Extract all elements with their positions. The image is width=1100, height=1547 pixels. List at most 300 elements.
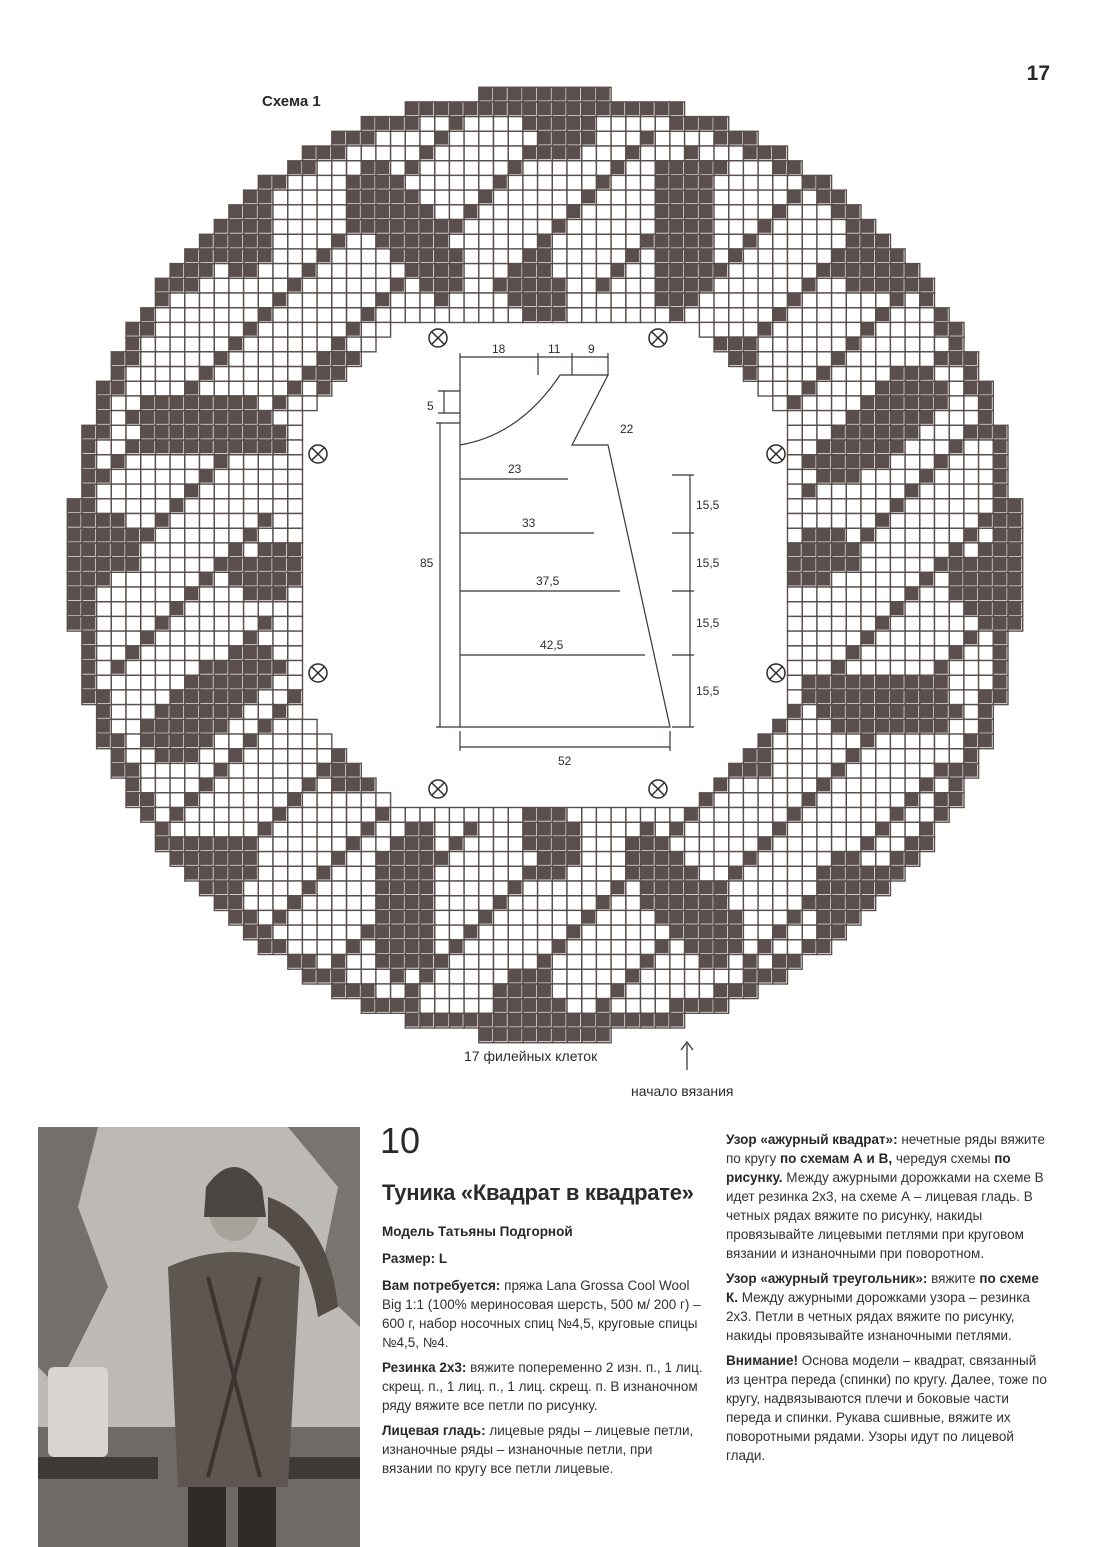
chart-cell xyxy=(538,234,551,247)
chart-cell xyxy=(258,940,271,953)
chart-cell xyxy=(435,234,448,247)
chart-cell xyxy=(435,955,448,968)
chart-cell xyxy=(641,278,654,291)
chart-cell xyxy=(949,411,962,424)
chart-cell xyxy=(317,925,330,938)
chart-cell xyxy=(302,278,315,291)
chart-cell xyxy=(347,322,360,335)
chart-cell xyxy=(582,822,595,835)
chart-cell xyxy=(611,175,624,188)
chart-cell xyxy=(538,999,551,1012)
chart-cell xyxy=(890,337,903,350)
chart-cell xyxy=(479,161,492,174)
chart-cell xyxy=(273,705,286,718)
chart-cell xyxy=(347,249,360,262)
chart-cell xyxy=(611,190,624,203)
chart-cell xyxy=(376,117,389,130)
chart-cell xyxy=(979,705,992,718)
chart-cell xyxy=(935,675,948,688)
chart-cell xyxy=(714,278,727,291)
chart-cell xyxy=(82,572,95,585)
chart-cell xyxy=(244,308,257,321)
chart-cell xyxy=(699,205,712,218)
chart-cell xyxy=(567,910,580,923)
chart-cell xyxy=(861,690,874,703)
chart-cell xyxy=(949,602,962,615)
chart-cell xyxy=(449,220,462,233)
chart-cell xyxy=(126,514,139,527)
chart-cell xyxy=(67,499,80,512)
chart-cell xyxy=(155,352,168,365)
chart-cell xyxy=(332,264,345,277)
chart-cell xyxy=(508,293,521,306)
chart-cell xyxy=(214,602,227,615)
chart-cell xyxy=(949,425,962,438)
chart-cell xyxy=(361,278,374,291)
chart-cell xyxy=(832,308,845,321)
chart-cell xyxy=(626,308,639,321)
chart-cell xyxy=(288,705,301,718)
chart-cell xyxy=(670,1013,683,1026)
chart-cell xyxy=(582,161,595,174)
chart-cell xyxy=(420,984,433,997)
chart-cell xyxy=(126,381,139,394)
chart-cells xyxy=(67,87,1022,1042)
chart-cell xyxy=(699,955,712,968)
chart-cell xyxy=(538,984,551,997)
chart-cell xyxy=(670,866,683,879)
chart-cell xyxy=(670,940,683,953)
chart-cell xyxy=(185,690,198,703)
chart-cell xyxy=(435,999,448,1012)
chart-cell xyxy=(170,381,183,394)
chart-cell xyxy=(376,808,389,821)
chart-cell xyxy=(876,646,889,659)
chart-cell xyxy=(229,499,242,512)
chart-cell xyxy=(964,425,977,438)
chart-cell xyxy=(641,117,654,130)
chart-cell xyxy=(155,734,168,747)
chart-cell xyxy=(655,896,668,909)
chart-cell xyxy=(449,808,462,821)
chart-cell xyxy=(361,234,374,247)
chart-cell xyxy=(347,808,360,821)
chart-cell xyxy=(758,822,771,835)
chart-cell xyxy=(82,631,95,644)
chart-cell xyxy=(920,572,933,585)
chart-cell xyxy=(773,837,786,850)
chart-cell xyxy=(788,763,801,776)
chart-cell xyxy=(949,763,962,776)
chart-cell xyxy=(773,822,786,835)
chart-cell xyxy=(773,264,786,277)
chart-cell xyxy=(479,278,492,291)
chart-cell xyxy=(391,910,404,923)
chart-cell xyxy=(743,131,756,144)
chart-cell xyxy=(185,484,198,497)
chart-cell xyxy=(788,175,801,188)
chart-cell xyxy=(920,396,933,409)
chart-cell xyxy=(347,190,360,203)
chart-cell xyxy=(949,631,962,644)
chart-cell xyxy=(508,308,521,321)
chart-cell xyxy=(494,293,507,306)
chart-cell xyxy=(523,1028,536,1041)
chart-cell xyxy=(817,705,830,718)
chart-cell xyxy=(876,734,889,747)
chart-cell xyxy=(714,308,727,321)
start-arrow-icon xyxy=(679,1040,695,1070)
chart-cell xyxy=(920,293,933,306)
chart-cell xyxy=(641,925,654,938)
chart-cell xyxy=(714,117,727,130)
chart-cell xyxy=(464,117,477,130)
chart-cell xyxy=(435,1013,448,1026)
chart-cell xyxy=(1008,528,1021,541)
chart-cell xyxy=(302,205,315,218)
chart-cell xyxy=(332,749,345,762)
chart-cell xyxy=(876,602,889,615)
chart-cell xyxy=(817,572,830,585)
chart-cell xyxy=(508,984,521,997)
chart-cell xyxy=(111,602,124,615)
chart-cell xyxy=(258,352,271,365)
chart-cell xyxy=(244,793,257,806)
chart-cell xyxy=(494,822,507,835)
chart-cell xyxy=(97,484,110,497)
chart-cell xyxy=(846,514,859,527)
chart-cell xyxy=(288,425,301,438)
chart-cell xyxy=(200,631,213,644)
chart-cell xyxy=(655,190,668,203)
chart-cell xyxy=(582,264,595,277)
chart-cell xyxy=(449,278,462,291)
chart-cell xyxy=(479,969,492,982)
chart-cell xyxy=(890,778,903,791)
chart-cell xyxy=(435,808,448,821)
chart-cell xyxy=(641,808,654,821)
chart-cell xyxy=(876,719,889,732)
chart-cell xyxy=(832,440,845,453)
chart-cell xyxy=(993,572,1006,585)
chart-cell xyxy=(288,220,301,233)
chart-cell xyxy=(758,264,771,277)
chart-cell xyxy=(567,822,580,835)
chart-cell xyxy=(582,969,595,982)
chart-cell xyxy=(155,425,168,438)
chart-cell xyxy=(641,881,654,894)
chart-cell xyxy=(508,1013,521,1026)
chart-cell xyxy=(905,293,918,306)
chart-cell xyxy=(494,131,507,144)
chart-cell xyxy=(82,484,95,497)
chart-cell xyxy=(861,808,874,821)
chart-cell xyxy=(890,469,903,482)
chart-cell xyxy=(861,528,874,541)
chart-cell xyxy=(596,87,609,100)
chart-cell xyxy=(244,469,257,482)
chart-cell xyxy=(494,984,507,997)
chart-cell xyxy=(479,220,492,233)
chart-cell xyxy=(817,499,830,512)
chart-cell xyxy=(126,675,139,688)
chart-cell xyxy=(273,837,286,850)
chart-cell xyxy=(876,705,889,718)
chart-cell xyxy=(817,616,830,629)
chart-cell xyxy=(758,808,771,821)
chart-cell xyxy=(876,455,889,468)
chart-cell xyxy=(229,896,242,909)
chart-cell xyxy=(582,234,595,247)
chart-cell xyxy=(714,146,727,159)
chart-cell xyxy=(332,910,345,923)
chart-cell xyxy=(464,822,477,835)
chart-cell xyxy=(699,249,712,262)
chart-cell xyxy=(876,411,889,424)
chart-cell xyxy=(494,837,507,850)
chart-cell xyxy=(420,278,433,291)
chart-cell xyxy=(685,234,698,247)
chart-cell xyxy=(155,367,168,380)
chart-cell xyxy=(920,367,933,380)
chart-cell xyxy=(200,661,213,674)
chart-cell xyxy=(200,793,213,806)
chart-cell xyxy=(244,763,257,776)
chart-cell xyxy=(508,87,521,100)
chart-cell xyxy=(435,131,448,144)
chart-cell xyxy=(876,322,889,335)
chart-cell xyxy=(170,822,183,835)
chart-cell xyxy=(332,175,345,188)
chart-cell xyxy=(611,278,624,291)
chart-cell xyxy=(288,322,301,335)
chart-cell xyxy=(332,808,345,821)
chart-cell xyxy=(758,852,771,865)
chart-cell xyxy=(347,146,360,159)
chart-cell xyxy=(611,131,624,144)
chart-cell xyxy=(552,175,565,188)
chart-cell xyxy=(170,616,183,629)
chart-cell xyxy=(596,278,609,291)
chart-cell xyxy=(802,411,815,424)
chart-cell xyxy=(596,896,609,909)
chart-cell xyxy=(846,425,859,438)
chart-cell xyxy=(449,969,462,982)
chart-cell xyxy=(655,969,668,982)
article-number: 10 xyxy=(380,1120,421,1161)
chart-cell xyxy=(655,175,668,188)
chart-cell xyxy=(788,514,801,527)
chart-cell xyxy=(817,469,830,482)
chart-cell xyxy=(861,514,874,527)
chart-cell xyxy=(699,220,712,233)
chart-cell xyxy=(626,896,639,909)
chart-cell xyxy=(229,308,242,321)
chart-cell xyxy=(596,234,609,247)
chart-cell xyxy=(552,955,565,968)
chart-cell xyxy=(802,484,815,497)
chart-cell xyxy=(949,337,962,350)
chart-cell xyxy=(552,984,565,997)
chart-cell xyxy=(200,719,213,732)
chart-cell xyxy=(170,264,183,277)
chart-cell xyxy=(567,896,580,909)
chart-cell xyxy=(141,749,154,762)
chart-cell xyxy=(302,940,315,953)
chart-cell xyxy=(905,749,918,762)
chart-cell xyxy=(332,940,345,953)
chart-cell xyxy=(229,293,242,306)
chart-cell xyxy=(361,852,374,865)
chart-cell xyxy=(714,925,727,938)
chart-cell xyxy=(846,220,859,233)
chart-cell xyxy=(846,469,859,482)
chart-cell xyxy=(273,499,286,512)
chart-cell xyxy=(582,925,595,938)
chart-cell xyxy=(229,881,242,894)
chart-cell xyxy=(729,822,742,835)
chart-cell xyxy=(302,822,315,835)
chart-cell xyxy=(905,631,918,644)
chart-cell xyxy=(302,264,315,277)
chart-cell xyxy=(288,955,301,968)
chart-cell xyxy=(332,793,345,806)
chart-cell xyxy=(288,719,301,732)
chart-cell xyxy=(435,852,448,865)
chart-cell xyxy=(200,616,213,629)
chart-cell xyxy=(582,866,595,879)
chart-cell xyxy=(905,778,918,791)
chart-cell xyxy=(552,837,565,850)
chart-cell xyxy=(523,881,536,894)
chart-cell xyxy=(861,734,874,747)
chart-cell xyxy=(170,749,183,762)
chart-cell xyxy=(494,249,507,262)
chart-cell xyxy=(82,616,95,629)
chart-cell xyxy=(347,793,360,806)
chart-cell xyxy=(141,469,154,482)
chart-cell xyxy=(332,308,345,321)
chart-cell xyxy=(508,822,521,835)
chart-cell xyxy=(817,205,830,218)
chart-cell xyxy=(229,543,242,556)
chart-cell xyxy=(773,381,786,394)
chart-cell xyxy=(670,881,683,894)
chart-cell xyxy=(376,793,389,806)
chart-cell xyxy=(494,969,507,982)
dim-width-1: 23 xyxy=(508,462,522,476)
chart-cell xyxy=(229,808,242,821)
chart-cell xyxy=(758,322,771,335)
chart-cell xyxy=(935,396,948,409)
chart-cell xyxy=(523,190,536,203)
chart-cell xyxy=(214,690,227,703)
chart-cell xyxy=(773,352,786,365)
chart-cell xyxy=(391,117,404,130)
chart-cell xyxy=(714,293,727,306)
chart-cell xyxy=(479,190,492,203)
chart-cell xyxy=(655,220,668,233)
chart-cell xyxy=(361,293,374,306)
chart-cell xyxy=(141,646,154,659)
chart-cell xyxy=(185,661,198,674)
chart-cell xyxy=(229,469,242,482)
chart-cell xyxy=(273,572,286,585)
chart-cell xyxy=(832,631,845,644)
chart-cell xyxy=(420,852,433,865)
chart-cell xyxy=(82,528,95,541)
chart-cell xyxy=(611,161,624,174)
chart-cell xyxy=(729,322,742,335)
chart-cell xyxy=(876,469,889,482)
chart-cell xyxy=(391,881,404,894)
chart-cell xyxy=(347,866,360,879)
chart-cell xyxy=(714,881,727,894)
chart-cell xyxy=(435,264,448,277)
chart-cell xyxy=(596,837,609,850)
chart-cell xyxy=(626,102,639,115)
chart-cell xyxy=(743,969,756,982)
chart-cell xyxy=(788,484,801,497)
chart-cell xyxy=(817,940,830,953)
chart-cell xyxy=(494,999,507,1012)
chart-cell xyxy=(802,690,815,703)
chart-cell xyxy=(655,293,668,306)
chart-cell xyxy=(743,146,756,159)
chart-cell xyxy=(788,631,801,644)
chart-cell xyxy=(244,925,257,938)
chart-cell xyxy=(802,866,815,879)
chart-cell xyxy=(846,852,859,865)
chart-cell xyxy=(449,264,462,277)
chart-cell xyxy=(773,322,786,335)
chart-cell xyxy=(317,293,330,306)
chart-cell xyxy=(773,852,786,865)
chart-cell xyxy=(626,910,639,923)
chart-cell xyxy=(758,837,771,850)
chart-cell xyxy=(155,587,168,600)
chart-cell xyxy=(229,411,242,424)
chart-cell xyxy=(817,381,830,394)
chart-cell xyxy=(170,602,183,615)
chart-cell xyxy=(758,249,771,262)
chart-cell xyxy=(273,367,286,380)
chart-cell xyxy=(802,631,815,644)
chart-cell xyxy=(567,205,580,218)
chart-cell xyxy=(949,396,962,409)
chart-cell xyxy=(273,190,286,203)
chart-cell xyxy=(273,455,286,468)
chart-cell xyxy=(244,866,257,879)
marker-icon xyxy=(309,445,327,463)
chart-cell xyxy=(435,161,448,174)
chart-cell xyxy=(126,411,139,424)
chart-cell xyxy=(244,734,257,747)
chart-cell xyxy=(244,749,257,762)
chart-cell xyxy=(788,896,801,909)
chart-cell xyxy=(155,440,168,453)
chart-cell xyxy=(538,161,551,174)
chart-cell xyxy=(317,264,330,277)
chart-cell xyxy=(141,763,154,776)
chart-cell xyxy=(832,396,845,409)
chart-cell xyxy=(449,249,462,262)
chart-cell xyxy=(302,910,315,923)
chart-cell xyxy=(846,881,859,894)
chart-cell xyxy=(258,190,271,203)
chart-cell xyxy=(229,646,242,659)
chart-cell xyxy=(435,102,448,115)
